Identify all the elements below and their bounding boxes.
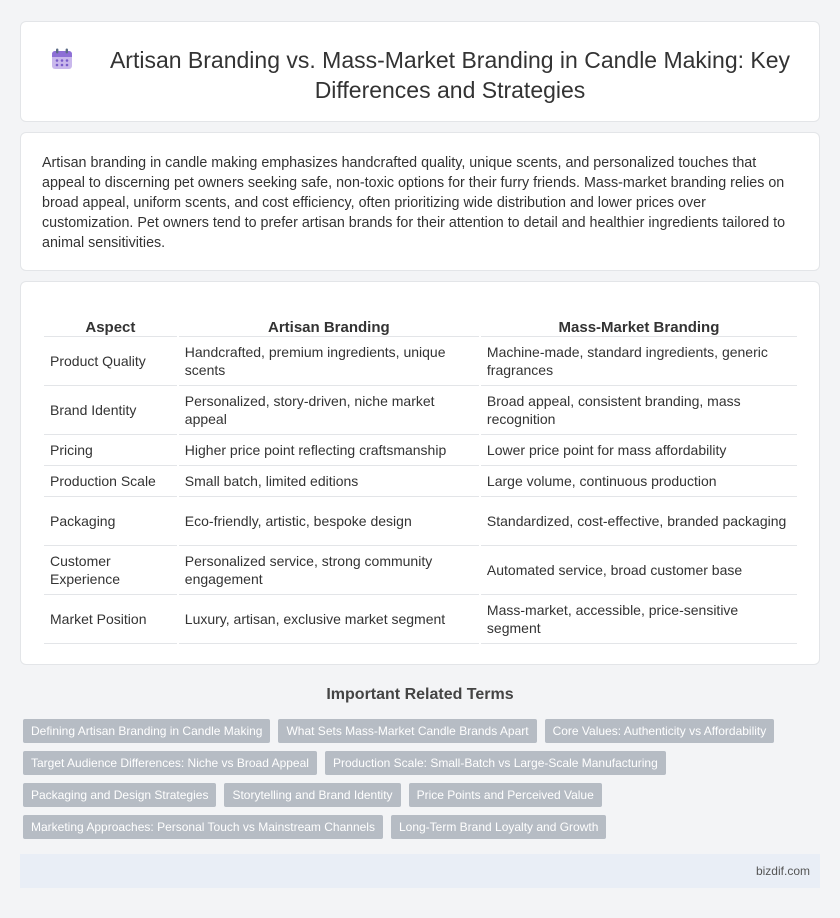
related-term-tag[interactable]: Packaging and Design Strategies bbox=[23, 783, 216, 807]
aspect-cell: Packaging bbox=[44, 497, 177, 546]
aspect-cell: Pricing bbox=[44, 435, 177, 466]
mass-market-cell: Standardized, cost-effective, branded packaging bbox=[481, 497, 797, 546]
related-term-tag[interactable]: Marketing Approaches: Personal Touch vs Mainstream Channels bbox=[23, 815, 383, 839]
mass-market-cell: Large volume, continuous production bbox=[481, 466, 797, 497]
table-row bbox=[44, 435, 797, 466]
artisan-cell: Personalized, story-driven, niche market appeal bbox=[179, 386, 479, 435]
header-card bbox=[20, 21, 820, 122]
table-row bbox=[44, 595, 797, 644]
calendar-icon bbox=[50, 47, 74, 71]
mass-market-cell: Broad appeal, consistent branding, mass recognition bbox=[481, 386, 797, 435]
table-row bbox=[44, 497, 797, 546]
page-title: Artisan Branding vs. Mass-Market Branding in Candle Making: Key Differences and Strategies bbox=[109, 47, 791, 103]
related-term-tag[interactable]: Production Scale: Small-Batch vs Large-Scale Manufacturing bbox=[325, 751, 666, 775]
intro-card bbox=[20, 132, 820, 271]
aspect-cell: Customer Experience bbox=[44, 546, 177, 595]
artisan-cell: Higher price point reflecting craftsmanship bbox=[179, 435, 479, 466]
intro-paragraph: Artisan branding in candle making emphasizes handcrafted quality, unique scents, and personalized touches that appeal to discerning pet owners seeking safe, non-toxic options for their furry friends. Mass-market branding relies on broad appeal, uniform scents, and cost efficiency, often prioritizing wide distribution and lower prices over customization. Pet owners tend to prefer artisan brands for their attention to detail and healthier ingredients tailored to animal sensitivities. bbox=[42, 155, 786, 251]
artisan-cell: Small batch, limited editions bbox=[179, 466, 479, 497]
artisan-cell: Eco-friendly, artistic, bespoke design bbox=[179, 497, 479, 546]
comparison-card bbox=[20, 281, 820, 665]
aspect-cell: Market Position bbox=[44, 595, 177, 644]
related-term-tag[interactable]: Target Audience Differences: Niche vs Broad Appeal bbox=[23, 751, 317, 775]
related-term-tag[interactable]: What Sets Mass-Market Candle Brands Apart bbox=[278, 719, 536, 743]
header-artisan: Artisan Branding bbox=[179, 316, 479, 337]
mass-market-cell: Machine-made, standard ingredients, generic fragrances bbox=[481, 337, 797, 386]
mass-market-cell: Automated service, broad customer base bbox=[481, 546, 797, 595]
artisan-cell: Luxury, artisan, exclusive market segment bbox=[179, 595, 479, 644]
related-term-tag[interactable]: Defining Artisan Branding in Candle Making bbox=[23, 719, 270, 743]
site-link[interactable]: bizdif.com bbox=[755, 864, 810, 878]
related-terms-title: Important Related Terms bbox=[326, 686, 514, 703]
aspect-cell: Product Quality bbox=[44, 337, 177, 386]
related-term-tag[interactable]: Core Values: Authenticity vs Affordability bbox=[545, 719, 775, 743]
aspect-cell: Brand Identity bbox=[44, 386, 177, 435]
related-term-tag[interactable]: Storytelling and Brand Identity bbox=[224, 783, 400, 807]
mass-market-cell: Lower price point for mass affordability bbox=[481, 435, 797, 466]
related-term-tag[interactable]: Price Points and Perceived Value bbox=[409, 783, 602, 807]
footer bbox=[20, 854, 820, 888]
mass-market-cell: Mass-market, accessible, price-sensitive segment bbox=[481, 595, 797, 644]
related-terms-list bbox=[23, 719, 813, 847]
table-row bbox=[44, 546, 797, 595]
comparison-table bbox=[42, 316, 799, 644]
table-header-row bbox=[44, 316, 797, 337]
table-row bbox=[44, 466, 797, 497]
table-row bbox=[44, 337, 797, 386]
header-aspect: Aspect bbox=[44, 316, 177, 337]
related-term-tag[interactable]: Long-Term Brand Loyalty and Growth bbox=[391, 815, 606, 839]
header-mass-market: Mass-Market Branding bbox=[481, 316, 797, 337]
aspect-cell: Production Scale bbox=[44, 466, 177, 497]
artisan-cell: Personalized service, strong community engagement bbox=[179, 546, 479, 595]
table-row bbox=[44, 386, 797, 435]
artisan-cell: Handcrafted, premium ingredients, unique scents bbox=[179, 337, 479, 386]
